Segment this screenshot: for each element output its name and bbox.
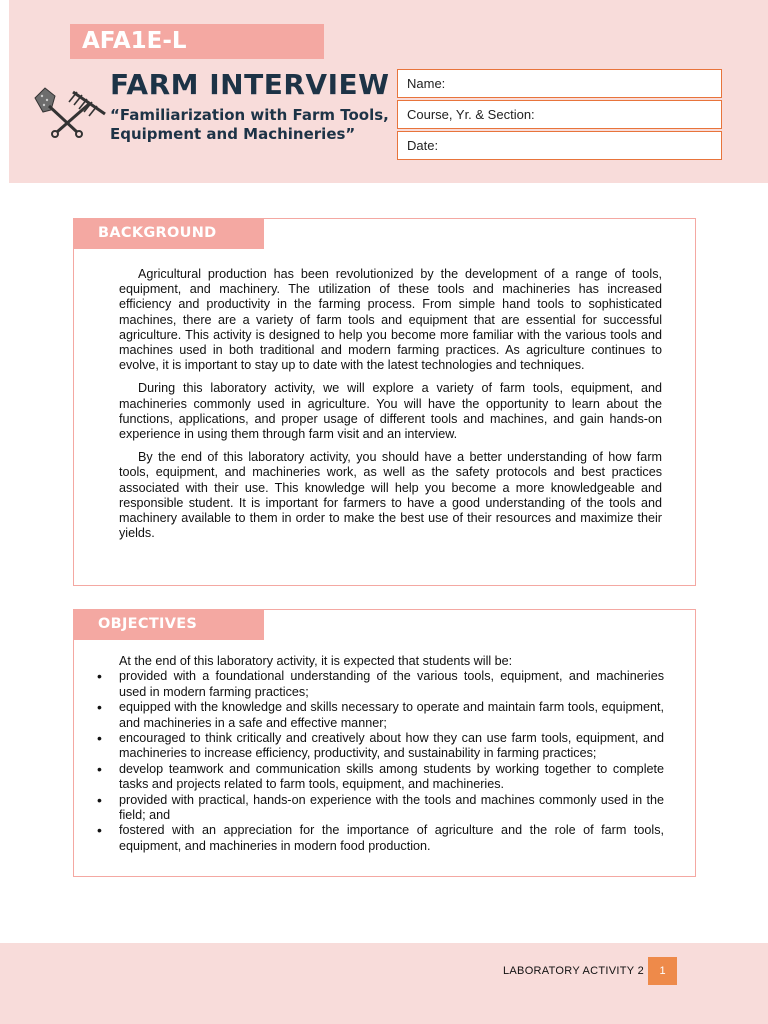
footer-activity-label: LABORATORY ACTIVITY 2 xyxy=(503,965,645,977)
objectives-heading: OBJECTIVES xyxy=(74,610,264,640)
course-year-section-field[interactable]: Course, Yr. & Section: xyxy=(397,100,722,129)
page-subtitle: “Familiarization with Farm Tools, Equipment and Machineries” xyxy=(110,106,389,143)
course-code-badge: AFA1E-L xyxy=(70,24,324,59)
objectives-intro: At the end of this laboratory activity, it is expected that students will be: xyxy=(119,654,513,668)
objectives-list xyxy=(119,669,664,854)
list-item: • equipped with the knowledge and skills necessary to operate and maintain farm tools, equipment, and machineries in a safe and effective manner; xyxy=(119,700,664,731)
date-field[interactable]: Date: xyxy=(397,131,722,160)
objectives-panel xyxy=(73,609,696,877)
objectives-text xyxy=(119,654,664,854)
list-item: • provided with a foundational understanding of the various tools, equipment, and machineries used in modern farming practices; xyxy=(119,669,664,700)
background-paragraph: By the end of this laboratory activity, you should have a better understanding of how farm tools, equipment, and machineries work, as well as the safety protocols and best practices associated with their use. This knowledge will help you become a more knowledgeable and responsible student. It is important for farmers to have a good understanding of the tools and machinery available to them in order to make the best use of their resources and maximize their yields. xyxy=(119,450,662,541)
background-panel xyxy=(73,218,696,586)
list-item: • fostered with an appreciation for the importance of agriculture and the role of farm tools, equipment, and machineries in modern food production. xyxy=(119,823,664,854)
background-paragraph: Agricultural production has been revolutionized by the development of a range of tools, equipment, and machinery. The utilization of these tools and machineries has increased efficiency and productivity in the farming process. From simple hand tools to sophisticated machines, there are a variety of farm tools and equipment that are essential for successful agriculture. This activity is designed to help you become more familiar with the various tools and machines used in both traditional and modern farming practices. As agriculture continues to evolve, it is important to stay up to date with the latest technologies and techniques. xyxy=(119,267,662,373)
background-heading: BACKGROUND xyxy=(74,219,264,249)
shovel-rake-icon xyxy=(33,86,109,138)
page-title: FARM INTERVIEW xyxy=(110,68,390,101)
list-item: • provided with practical, hands-on experience with the tools and machines commonly used in the field; and xyxy=(119,793,664,824)
background-text xyxy=(119,267,662,549)
name-field[interactable]: Name: xyxy=(397,69,722,98)
list-item: • develop teamwork and communication skills among students by working together to complete tasks and projects related to farm tools, equipment, and machineries. xyxy=(119,762,664,793)
list-item: • encouraged to think critically and creatively about how they can use farm tools, equipment, and machineries to increase efficiency, productivity, and sustainability in farming practices; xyxy=(119,731,664,762)
background-paragraph: During this laboratory activity, we will explore a variety of farm tools, equipment, and machineries commonly used in agriculture. You will have the opportunity to learn about the functions, applications, and proper usage of different tools and machines, and gain hands-on experience in using them through farm visit and an interview. xyxy=(119,381,662,442)
page-number: 1 xyxy=(648,957,677,985)
